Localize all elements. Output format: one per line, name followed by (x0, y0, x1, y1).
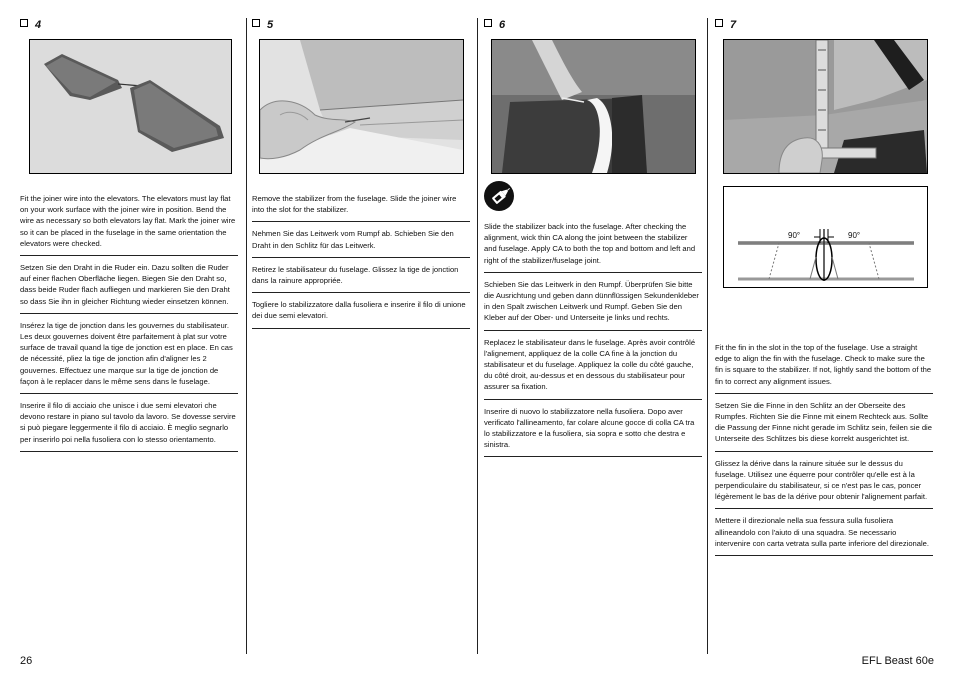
column-divider (246, 18, 247, 654)
page-number: 26 (20, 655, 33, 667)
step-number: 4 (35, 19, 42, 31)
angle-label-right: 90° (848, 231, 861, 240)
paragraph-italian: Togliere lo stabilizzatore dalla fusoliera e inserire il filo di unione dei due semi elevatori. (252, 297, 470, 328)
paragraph-italian: Mettere il direzionale nella sua fessura sulla fusoliera allineandolo con l'aiuto di una squadra. Se necessario intervenire con carta vetrata sulla parte inferiore del direzionale. (715, 513, 933, 556)
checkbox-icon (252, 19, 260, 27)
footer-title: EFL Beast 60e (861, 655, 934, 667)
elevator-halves-illustration (30, 40, 231, 173)
step-5-heading (252, 19, 273, 31)
step-6-heading (484, 19, 505, 31)
step-5-text (252, 193, 470, 333)
step-6-photo (491, 39, 696, 174)
checkbox-icon (715, 19, 723, 27)
step-number: 5 (267, 19, 274, 31)
column-divider (707, 18, 708, 654)
step-7-text (715, 342, 933, 560)
fin-square-illustration (724, 40, 927, 173)
paragraph-german: Setzen Sie die Finne in den Schlitz an der Oberseite des Rumpfes. Richten Sie die Finne mit einem Rechteck aus. Sollte die Passung der Finne nicht gerade im Schlitz sein, feilen sie die Unterseite des Schlitzes bis diese korrekt ausgerichtet ist. (715, 398, 933, 452)
paragraph-german: Setzen Sie den Draht in die Ruder ein. Dazu sollten die Ruder auf einer flachen Oberfläche liegen. Biegen Sie den Draht so, dass beide Ruder flach aufliegen und markieren Sie den Draht so dass Sie ihn in gleicher Richtung wieder einsetzen können. (20, 260, 238, 314)
ca-application-illustration (492, 40, 695, 173)
step-4-heading (20, 19, 41, 31)
step-number: 7 (730, 19, 737, 31)
paragraph-english: Remove the stabilizer from the fuselage. Slide the joiner wire into the slot for the stabilizer. (252, 193, 470, 222)
checkbox-icon (484, 19, 492, 27)
paragraph-italian: Inserire di nuovo lo stabilizzatore nella fusoliera. Dopo aver verificato l'allineamento, far colare alcune gocce di colla CA tra lo stabilizzatore e la fusoliera, sia sopra e sotto che destra e sinistra. (484, 404, 702, 458)
paragraph-french: Insérez la tige de jonction dans les gouvernes du stabilisateur. Les deux gouvernes doivent être parfaitement à plat sur votre surface de travail quand la tige de jonction est en place. En cas de nécessité, pliez la tige de jonction afin d'aligner les 2 gouvernes. Effectuez une marque sur la tige de jonction de façon à le replacer dans le même sens dans le fuselage. (20, 318, 238, 394)
step-number: 6 (499, 19, 506, 31)
paragraph-english: Fit the joiner wire into the elevators. The elevators must lay flat on your work surface with the joiner wire in position. Bend the wire as necessary so both elevators lay flat. Mark the joiner wire so it can be placed in the fuselage in the same orientation the elevators were checked. (20, 193, 238, 256)
step-5-photo (259, 39, 464, 174)
paragraph-french: Replacez le stabilisateur dans le fuselage. Après avoir contrôlé l'alignement, appliquez de la colle CA fine à la jonction du stabilisateur et du fuselage. Appliquez la colle du côté gauche, du côté droit, au-dessus et en dessous du stabilisateur pour assurer sa fixation. (484, 335, 702, 400)
paragraph-french: Retirez le stabilisateur du fuselage. Glissez la tige de jonction dans la rainure appropriée. (252, 262, 470, 293)
step-4-photo (29, 39, 232, 174)
checkbox-icon (20, 19, 28, 27)
angle-label-left: 90° (788, 231, 801, 240)
paragraph-french: Glissez la dérive dans la rainure située sur le dessus du fuselage. Utilisez une équerre pour contrôler qu'elle est à la perpendiculaire du stabilisateur, si ce n'est pas le cas, poncer légèrement le bas de la dérive pour obtenir l'alignement parfait. (715, 456, 933, 510)
column-divider (477, 18, 478, 654)
step-7-heading (715, 19, 736, 31)
paragraph-italian: Inserire il filo di acciaio che unisce i due semi elevatori che devono restare in piano sul tavolo da lavoro. Se dovesse servire si può piegare leggermente il filo di acciaio. È meglio segnarlo per inserirlo poi nella fusoliera con lo stesso orientamento. (20, 398, 238, 452)
paragraph-english: Fit the fin in the slot in the top of the fuselage. Use a straight edge to align the fin with the fuselage. Check to make sure the fin is square to the stabilizer. If not, lightly sand the bottom of the fin to correct any alignment issues. (715, 342, 933, 394)
fuselage-stabilizer-illustration (260, 40, 463, 173)
paragraph-german: Nehmen Sie das Leitwerk vom Rumpf ab. Schieben Sie den Draht in den Schlitz für das Leitwerk. (252, 226, 470, 257)
step-7-photo (723, 39, 928, 174)
fin-square-diagram (723, 186, 928, 288)
paragraph-english: Slide the stabilizer back into the fuselage. After checking the alignment, wick thin CA along the joint between the stabilizer and fuselage. Apply CA to both the top and bottom and left and right of the stabilizer/fuselage joint. (484, 221, 702, 273)
paragraph-german: Schieben Sie das Leitwerk in den Rumpf. Überprüfen Sie bitte die Ausrichtung und geben dann dünnflüssigen Sekundenkleber in den Spalt zwischen Leitwerk und Rumpf. Geben Sie den Kleber auf der Ober- und Unterseite je links und rechts. (484, 277, 702, 331)
ca-glue-bottle-icon (484, 181, 514, 211)
step-6-text (484, 221, 702, 461)
step-4-text (20, 193, 238, 456)
